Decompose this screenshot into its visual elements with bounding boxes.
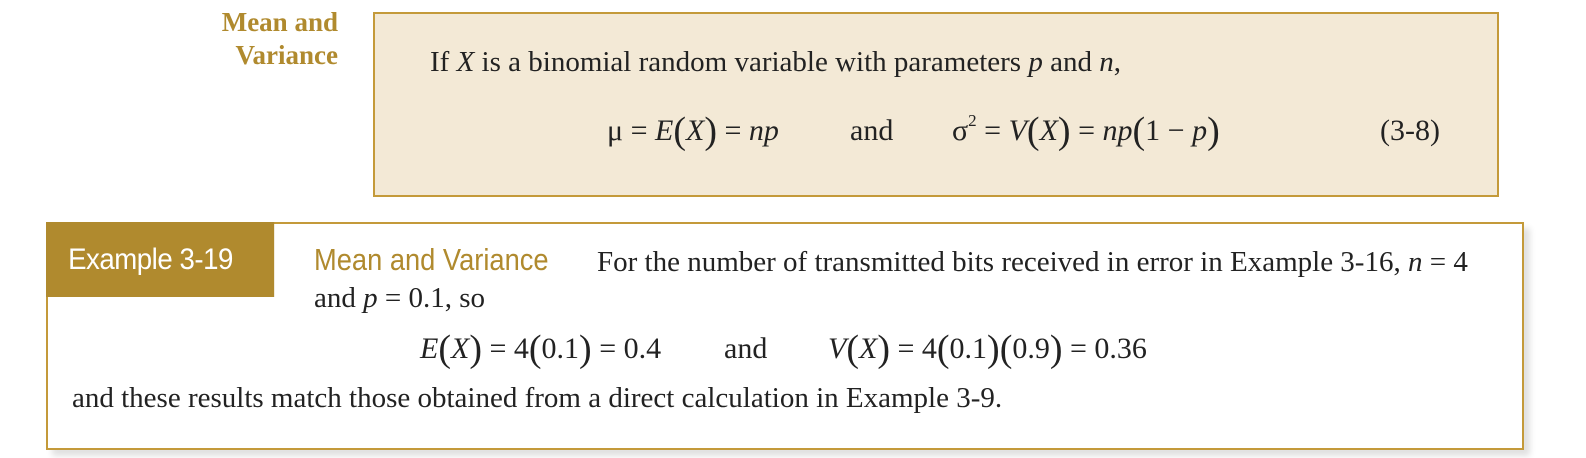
- mean-formula: μ = E(X) = np: [607, 110, 779, 152]
- example-title: Mean and Variance: [314, 242, 549, 277]
- equation-number: (3-8): [1380, 114, 1440, 147]
- definition-intro: If X is a binomial random variable with parameters p and n,: [430, 46, 1121, 78]
- sidebar-label-line1: Mean and: [221, 7, 338, 37]
- expectation-equation: E(X) = 4(0.1) = 0.4: [420, 328, 662, 370]
- sidebar-label: [188, 6, 338, 72]
- sidebar-label-line2: Variance: [235, 40, 338, 70]
- example-conclusion: and these results match those obtained from a direct calculation in Example 3-9.: [72, 382, 1003, 414]
- example-text-line2: and p = 0.1, so: [314, 282, 486, 314]
- example-box: [46, 222, 1524, 450]
- variance-formula: $\sigma^2 = V(X) = np(1 - p)$: [952, 110, 1220, 152]
- example-text-line1: For the number of transmitted bits received in error in Example 3-16, n = 4: [597, 246, 1468, 278]
- variance-equation: V(X) = 4(0.1)(0.9) = 0.36: [828, 328, 1147, 370]
- example-tag: Example 3-19: [46, 222, 274, 297]
- example-and: and: [724, 332, 768, 365]
- formula-and: and: [850, 114, 894, 147]
- definition-box: [373, 12, 1499, 197]
